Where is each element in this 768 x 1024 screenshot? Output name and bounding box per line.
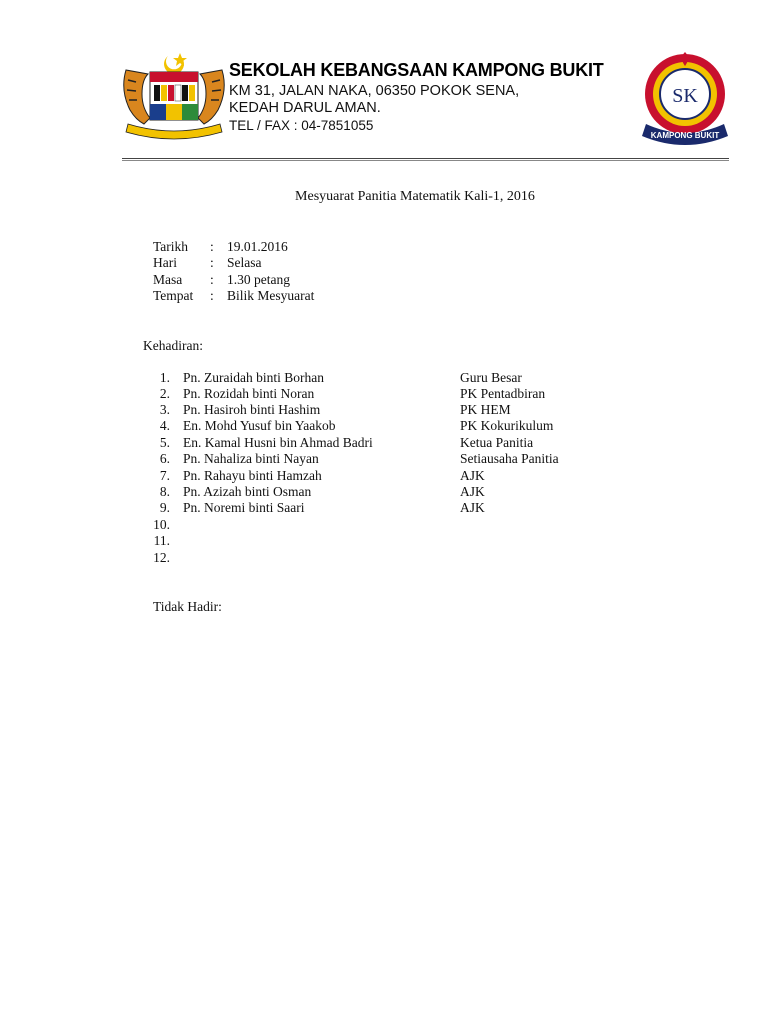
attendee-row [0,533,768,549]
attendee-name: Pn. Rahayu binti Hamzah [183,468,322,483]
attendee-row [0,500,768,516]
detail-separator: : [210,272,214,287]
attendee-number: 3. [159,402,170,417]
attendee-name: Pn. Zuraidah binti Borhan [183,370,324,385]
detail-separator: : [210,255,214,270]
detail-separator: : [210,239,214,254]
logo-text: SK [672,85,698,107]
attendee-role: PK Kokurikulum [460,418,554,433]
header-divider [122,158,729,159]
attendee-row [0,451,768,467]
attendee-number: 8. [159,484,170,499]
detail-value: Selasa [227,255,262,270]
attendee-name: Pn. Rozidah binti Noran [183,386,315,401]
attendee-number: 7. [159,468,170,483]
phone-line: TEL / FAX : 04-7851055 [229,118,374,133]
attendee-row [0,435,768,451]
attendee-number: 9. [159,500,170,515]
detail-separator: : [210,288,214,303]
address-line-2: KEDAH DARUL AMAN. [229,100,381,116]
attendee-row [0,550,768,566]
absent-heading: Tidak Hadir: [153,599,222,614]
attendee-name: Pn. Noremi binti Saari [183,500,305,515]
attendee-name: Pn. Hasiroh binti Hashim [183,402,321,417]
attendee-number: 4. [159,418,170,433]
attendee-role: AJK [460,500,485,515]
attendee-role: PK HEM [460,402,511,417]
attendee-row [0,468,768,484]
attendee-name: Pn. Azizah binti Osman [183,484,312,499]
attendee-row [0,517,768,533]
detail-label: Tarikh [153,239,189,254]
attendee-role: AJK [460,468,485,483]
attendee-role: Setiausaha Panitia [460,451,559,466]
header-divider-secondary [122,160,729,161]
attendee-row [0,418,768,434]
detail-label: Tempat [153,288,194,303]
attendee-name: En. Kamal Husni bin Ahmad Badri [183,435,373,450]
attendee-number: 6. [159,451,170,466]
school-name: SEKOLAH KEBANGSAAN KAMPONG BUKIT [229,60,604,80]
detail-label: Hari [153,255,177,270]
detail-value: 1.30 petang [227,272,290,287]
attendee-number: 2. [159,386,170,401]
attendee-number: 10. [153,517,170,532]
attendee-row [0,370,768,386]
attendee-role: AJK [460,484,485,499]
logo-banner-text: KAMPONG BUKIT [650,131,720,140]
attendee-row [0,484,768,500]
meeting-title: Mesyuarat Panitia Matematik Kali-1, 2016 [295,189,535,204]
attendee-row [0,402,768,418]
address-line-1: KM 31, JALAN NAKA, 06350 POKOK SENA, [229,83,520,99]
attendee-number: 11. [153,533,170,548]
attendee-role: Ketua Panitia [460,435,534,450]
detail-value: Bilik Mesyuarat [227,288,315,303]
school-logo-icon [638,48,732,148]
detail-label: Masa [153,272,183,287]
attendee-number: 12. [153,550,170,565]
attendee-role: Guru Besar [460,370,522,385]
attendee-row [0,386,768,402]
attendee-number: 5. [159,435,170,450]
attendee-number: 1. [159,370,170,385]
attendance-heading: Kehadiran: [143,338,203,353]
attendee-role: PK Pentadbiran [460,386,546,401]
attendee-name: Pn. Nahaliza binti Nayan [183,451,319,466]
coat-of-arms-icon [118,50,230,140]
detail-value: 19.01.2016 [227,239,288,254]
attendee-name: En. Mohd Yusuf bin Yaakob [183,418,336,433]
